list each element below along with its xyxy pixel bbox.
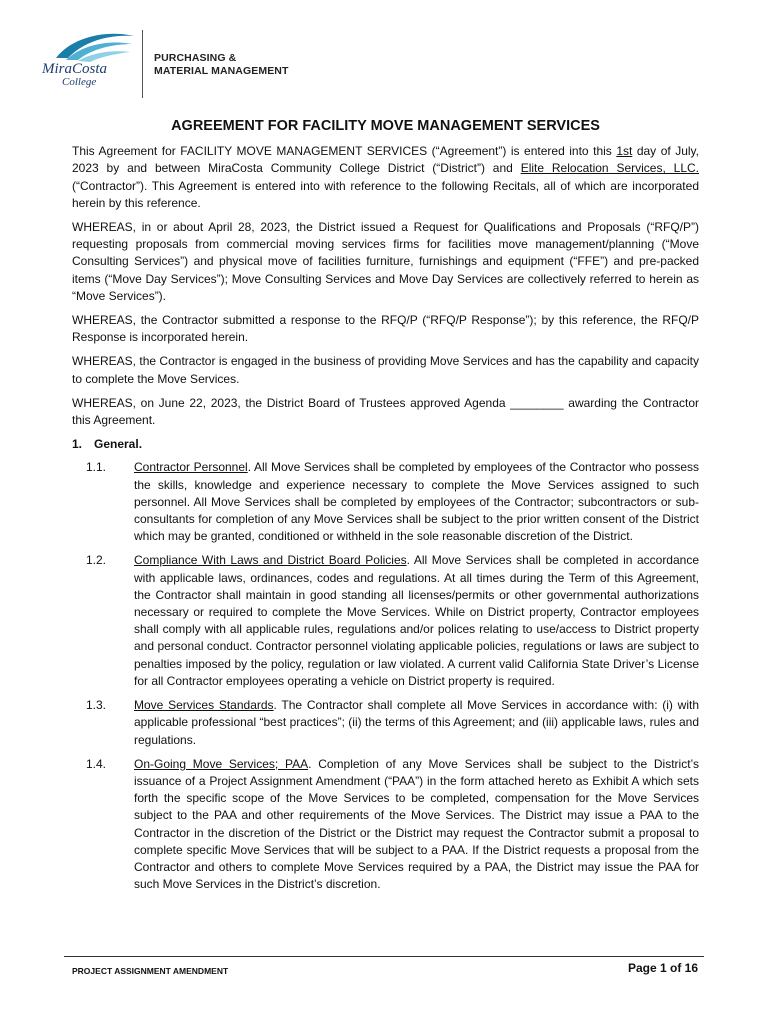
item-number: 1.1. [86,460,107,475]
section-item [72,697,699,749]
item-text [134,756,699,894]
document-title: AGREEMENT FOR FACILITY MOVE MANAGEMENT SERVICES [171,118,600,134]
department-name [154,52,289,78]
logo-text-college: College [62,76,97,88]
recital-paragraph: WHEREAS, on June 22, 2023, the District Board of Trustees approved Agenda ________ awarding the Contractor this Agreement. [72,395,699,428]
intro-day: 1st [616,144,633,159]
miracosta-college-logo [38,28,138,90]
recital-paragraph: WHEREAS, the Contractor is engaged in the business of providing Move Services and has the capability and capacity to complete the Move Services. [72,354,699,386]
section-title: General. [94,437,143,452]
intro-text-2: day of July, 2023 by and between MiraCosta Community College District (“District”) and [72,144,700,176]
item-body: . All Move Services shall be completed in accordance with applicable laws, ordinances, codes and regulations. At all times during the Term of this Agreement, the Contractor shall maintain in good standing all licenses/permits or other governmental authorizations necessary or required to complete the Move Services. While on District property, Contractor employees shall comply with all applicable rules, regulations and/or polices relating to use/access to District property and personal conduct. Contractor personnel violating applicable policies, regulations or laws are subject to penalties imposed by the policy, regulation or law violated. A current valid California State Driver’s License for all Contractor employees operating a vehicle on District property is required. [134,553,700,688]
section-number: 1. [72,437,83,452]
recital-paragraph: WHEREAS, in or about April 28, 2023, the District issued a Request for Qualifications and Proposals (“RFQ/P”) requesting proposals from commercial moving services firms for facilities move management/planning (“Move Consulting Services”) and physical move of facilities furniture, furnishings and equipment (“FFE”) and pre-packed items (“Move Day Services”); Move Consulting Services and Move Day Services are collectively referred to herein as “Move Services”). [72,220,699,303]
section-item [72,552,699,690]
recital-paragraph: WHEREAS, the Contractor submitted a response to the RFQ/P (“RFQ/P Response”); by this reference, the RFQ/P Response is incorporated herein. [72,313,699,345]
department-line-2: MATERIAL MANAGEMENT [154,65,289,77]
section-heading [72,436,699,453]
contractor-name: Elite Relocation Services, LLC. [520,161,699,176]
item-body: . Completion of any Move Services shall be subject to the District’s issuance of a Project Assignment Amendment (“PAA”) in the form attached hereto as Exhibit A which sets forth the specific scope of the Move Services to be completed, compensation for the Move Services subject to the PAA and other requirements of the Move Services. The District may issue a PAA to the Contractor in the discretion of the District or the District may request the Contractor submit a proposal to complete specific Move Services that will be subject to a PAA. If the District requests a proposal from the Contractor and others to complete Move Services required by a PAA, the District may issue the PAA for such Move Services in the District’s discretion. [134,756,699,892]
item-body: . All Move Services shall be completed by employees of the Contractor who possess the skills, knowledge and experience necessary to complete the Move Services assigned to such personnel. All Move Services shall be completed by employees of the Contractor; subcontractors or sub-consultants for completion of any Move Services shall be subject to the prior written consent of the District which may be granted, conditioned or withheld in the sole reasonable discretion of the District. [134,460,699,544]
item-text [134,697,699,749]
intro-paragraph [72,143,699,212]
item-heading: Compliance With Laws and District Board Policies [134,553,407,568]
item-number: 1.4. [86,756,107,771]
footer-divider [64,956,704,957]
item-heading: On-Going Move Services; PAA [134,756,309,771]
header-divider [142,30,143,98]
item-text [134,552,699,690]
department-line-1: PURCHASING & [154,52,237,64]
item-number: 1.2. [86,553,107,568]
section-item [72,756,699,894]
footer-document-name: PROJECT ASSIGNMENT AMENDMENT [72,966,229,976]
intro-text-1: This Agreement for FACILITY MOVE MANAGEMENT SERVICES (“Agreement”) is entered into this [72,144,617,159]
logo-text-miracosta: MiraCosta [42,61,108,77]
item-text [134,459,699,545]
section-item [72,459,699,545]
page-number: Page 1 of 16 [627,961,698,975]
item-body: . The Contractor shall complete all Move Services in accordance with: (i) with applicable professional “best practices”; (ii) the terms of this Agreement; and (iii) applicable laws, rules and regulations. [134,698,700,747]
document-body [72,118,699,900]
item-heading: Move Services Standards [134,698,274,713]
item-number: 1.3. [86,698,107,713]
intro-text-3: (“Contractor”). This Agreement is entered into with reference to the following Recitals, all of which are incorporated herein by this reference. [72,178,699,210]
item-heading: Contractor Personnel [134,460,248,475]
